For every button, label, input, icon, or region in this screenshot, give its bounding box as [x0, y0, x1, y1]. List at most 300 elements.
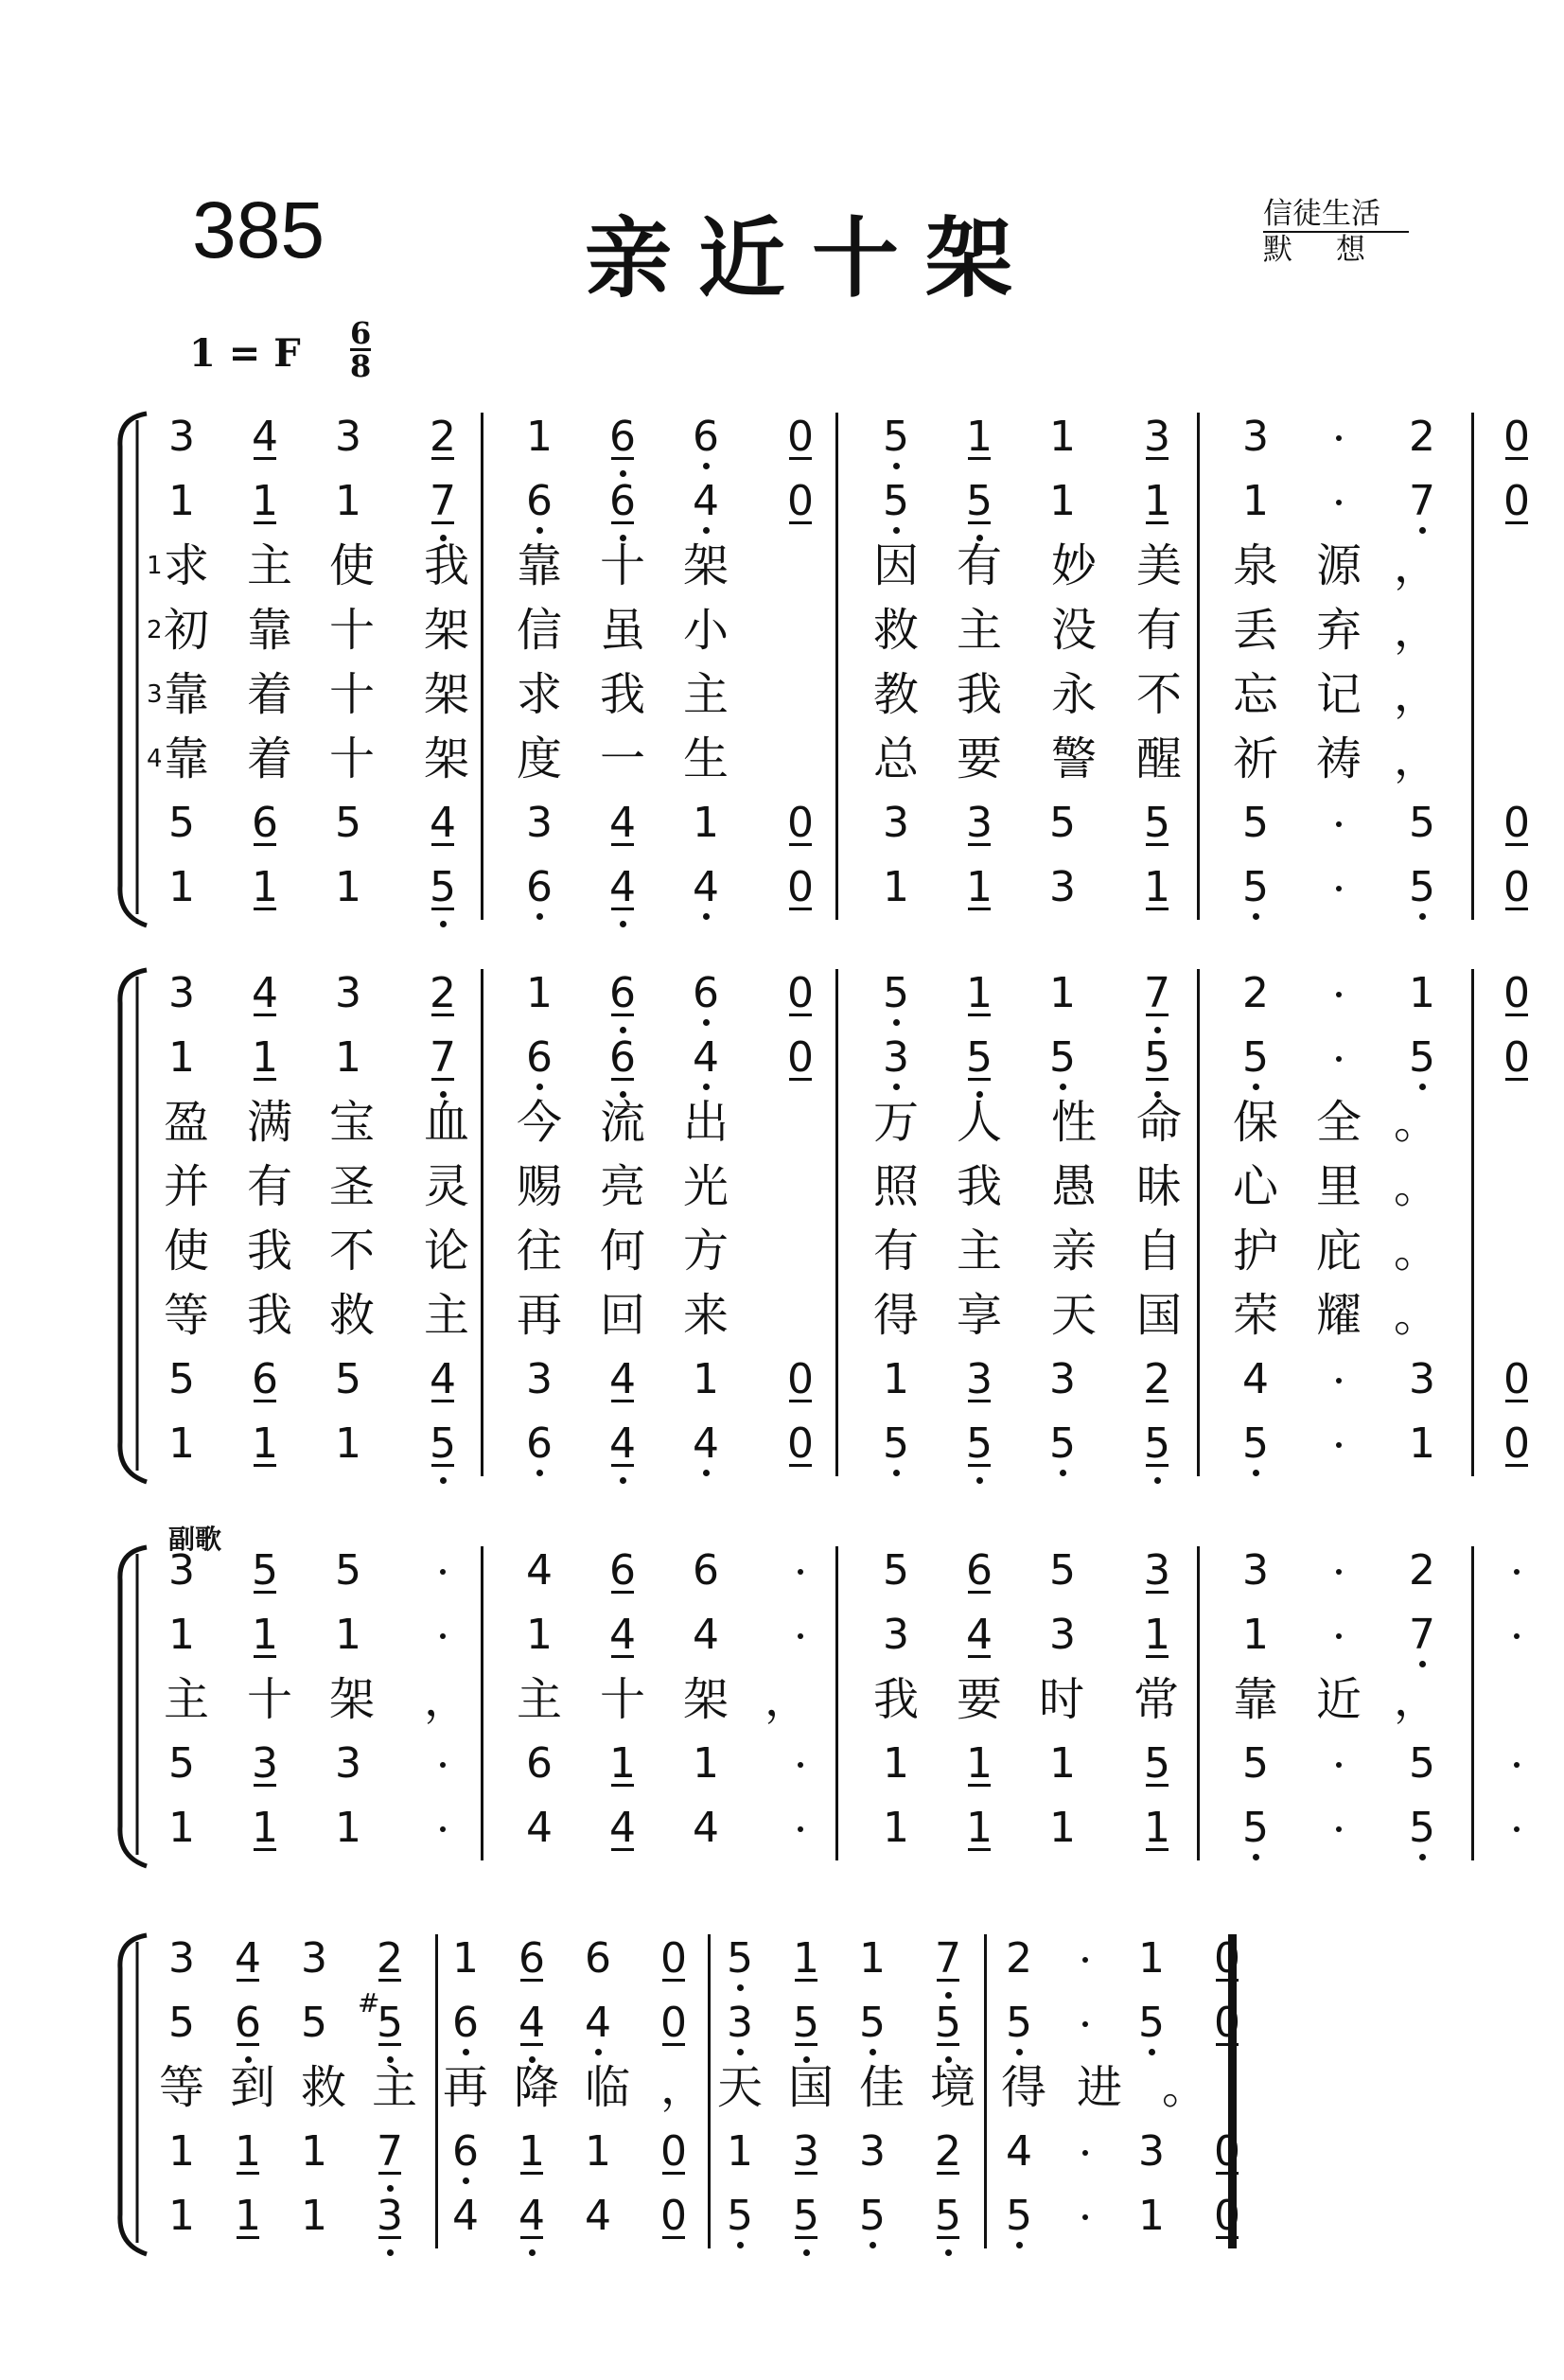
note: 2 [1144, 1355, 1170, 1403]
octave-dot [893, 1019, 900, 1026]
lyric-syllable: 耀 [1315, 1289, 1362, 1342]
note: 5 [958, 1416, 1000, 1472]
lyric-syllable: 赐 [516, 1160, 562, 1213]
lyric-syllable: 生 [682, 732, 729, 785]
note: 0 [787, 1033, 814, 1082]
octave-dot [803, 2249, 810, 2256]
octave-dot [703, 1084, 710, 1090]
lyric-line-3 [0, 1223, 1564, 1279]
eighth-underline [378, 2172, 401, 2175]
augmentation-dot [1336, 1569, 1342, 1575]
category-secondary: 默想 [1263, 233, 1409, 267]
note: 1 [235, 2127, 261, 2176]
octave-dot [1419, 913, 1426, 920]
note: 5 [168, 1999, 195, 2047]
note: 5 [1049, 799, 1076, 847]
note: 4 [511, 1995, 553, 2052]
eighth-underline [968, 1591, 991, 1594]
note: 0 [1214, 1934, 1240, 1983]
lyric-syllable: 没 [1050, 604, 1097, 657]
octave-dot [595, 2049, 602, 2055]
note: 6 [585, 1934, 611, 1983]
eighth-underline [662, 1979, 685, 1982]
octave-dot [463, 2177, 469, 2184]
note: 5 [168, 1739, 195, 1788]
lyric-syllable: 主 [163, 1673, 209, 1726]
octave-dot [737, 2242, 744, 2248]
lyric-syllable: 进 [1076, 2061, 1122, 2114]
eighth-underline [1146, 843, 1169, 846]
lyric-syllable: 光 [682, 1160, 729, 1213]
note: 1 [966, 1804, 993, 1852]
note: 4 [685, 859, 727, 916]
augmentation-dot [798, 1633, 803, 1639]
note: 1 [301, 2192, 327, 2240]
lyric-syllable: 我 [872, 1673, 919, 1726]
lyric-syllable: 虽 [599, 604, 645, 657]
lyric-syllable: ， [1393, 604, 1439, 657]
lyric-syllable: 祷 [1315, 732, 1362, 785]
lyric-syllable: 架 [328, 1673, 375, 1726]
note: 3 [335, 413, 361, 461]
eighth-underline [254, 1848, 276, 1851]
note: 5 [168, 799, 195, 847]
octave-dot [1016, 2049, 1023, 2055]
lyric-syllable: 使 [163, 1225, 209, 1278]
lyric-syllable: 靠 [516, 539, 562, 592]
note: 1 [168, 1804, 195, 1852]
lyric-syllable: 。 [1393, 1289, 1439, 1342]
augmentation-dot [1336, 1442, 1342, 1448]
note: 1 [609, 1739, 636, 1788]
note: 1 [252, 1419, 278, 1468]
barline [1197, 1546, 1200, 1860]
lyric-syllable: 信 [516, 604, 562, 657]
note: 6 [526, 1739, 553, 1788]
verse-number: 4 [147, 745, 163, 773]
verse-number: 3 [147, 680, 163, 709]
note: 3 [966, 799, 993, 847]
lyric-syllable: 亮 [599, 1160, 645, 1213]
eighth-underline [1505, 1400, 1528, 1402]
lyric-syllable: ， [764, 1673, 810, 1726]
augmentation-dot [440, 1569, 446, 1575]
octave-dot [620, 921, 626, 927]
lyric-syllable: 人 [956, 1096, 1002, 1149]
eighth-underline [431, 1464, 454, 1467]
note: 1 [168, 1611, 195, 1659]
eighth-underline [254, 1591, 276, 1594]
chorus-label: 副歌 [168, 1524, 222, 1555]
note: 4 [693, 1611, 719, 1659]
note: 0 [787, 1355, 814, 1403]
final-barline [1228, 1934, 1237, 2248]
verse-number: 2 [147, 616, 163, 644]
eighth-underline [789, 457, 812, 460]
lyric-syllable: 丢 [1232, 604, 1278, 657]
note: 1 [235, 2192, 261, 2240]
note: 0 [1214, 2127, 1240, 2176]
barline [835, 1546, 838, 1860]
augmentation-dot [440, 1826, 446, 1832]
note: 5 [422, 1416, 464, 1472]
eighth-underline [431, 1078, 454, 1081]
lyric-line-4 [0, 1287, 1564, 1344]
lyric-syllable: 荣 [1232, 1289, 1278, 1342]
note: 4 [526, 1804, 553, 1852]
note: 5 [1235, 1030, 1276, 1086]
eighth-underline [1146, 521, 1169, 524]
lyric-syllable: 靠 [1232, 1673, 1278, 1726]
lyric-syllable: 十 [328, 604, 375, 657]
augmentation-dot [1336, 500, 1342, 505]
eighth-underline [254, 521, 276, 524]
augmentation-dot [1336, 1378, 1342, 1384]
note: 6 [445, 1995, 486, 2052]
augmentation-dot [1336, 1056, 1342, 1062]
eighth-underline [1146, 1078, 1169, 1081]
note: 6 [518, 1030, 560, 1086]
lyric-syllable: ， [423, 1673, 469, 1726]
note: 5 [927, 2188, 969, 2245]
note: 0 [660, 2127, 687, 2176]
lyric-syllable: 主 [956, 1225, 1002, 1278]
eighth-underline [968, 1655, 991, 1658]
note: 2 [430, 969, 456, 1017]
note: 0 [1503, 799, 1530, 847]
lyric-line-1 [0, 538, 1564, 594]
note: 5 [1136, 1416, 1178, 1472]
lyric-syllable: 愚 [1050, 1160, 1097, 1213]
octave-dot [536, 1084, 543, 1090]
note: 0 [1503, 1355, 1530, 1403]
lyric-syllable: 何 [599, 1225, 645, 1278]
note: 4 [430, 799, 456, 847]
note: 4 [602, 1416, 643, 1472]
note: 3 [335, 1739, 361, 1788]
note: 3 [883, 1611, 909, 1659]
lyric-syllable: ， [1393, 539, 1439, 592]
barline [835, 413, 838, 920]
lyric-syllable: 警 [1050, 732, 1097, 785]
note: 7 [1401, 1607, 1443, 1664]
note: 4 [685, 1416, 727, 1472]
lyric-syllable: 求 [516, 668, 562, 721]
note: 0 [1503, 1033, 1530, 1082]
note: 1 [883, 1355, 909, 1403]
lyric-syllable: 记 [1315, 668, 1362, 721]
time-signature [350, 315, 372, 384]
note: 1 [518, 2127, 545, 2176]
eighth-underline [937, 2236, 959, 2239]
lyric-syllable: 灵 [423, 1160, 469, 1213]
note: 1 [252, 863, 278, 911]
augmentation-dot [1082, 2150, 1088, 2156]
note: 6 [445, 2124, 486, 2180]
lyric-syllable: 时 [1038, 1673, 1084, 1726]
augmentation-dot [1336, 1633, 1342, 1639]
octave-dot [440, 921, 447, 927]
note: 0 [787, 969, 814, 1017]
octave-dot [1419, 1854, 1426, 1860]
lyric-syllable: 有 [956, 539, 1002, 592]
note: 3 [883, 799, 909, 847]
note: 1 [252, 477, 278, 525]
note: 1 [793, 1934, 819, 1983]
octave-dot [1419, 1084, 1426, 1090]
soprano-line [0, 409, 1564, 466]
tenor-line [0, 1351, 1564, 1408]
note: 5 [1235, 1800, 1276, 1857]
lyric-syllable: 教 [872, 668, 919, 721]
lyric-syllable: 十 [599, 539, 645, 592]
barline [984, 1934, 987, 2248]
note: 1 [693, 1355, 719, 1403]
note: 3 [859, 2127, 886, 2176]
note: 1 [1242, 1611, 1269, 1659]
eighth-underline [789, 908, 812, 910]
eighth-underline [237, 2172, 259, 2175]
barline [481, 413, 483, 920]
note: 7 [422, 473, 464, 530]
lyric-syllable: 十 [599, 1673, 645, 1726]
octave-dot [945, 2249, 952, 2256]
lyric-syllable: 要 [956, 732, 1002, 785]
octave-dot [703, 1470, 710, 1476]
note: 0 [787, 1419, 814, 1468]
tenor-line [0, 795, 1564, 852]
lyric-syllable: 我 [246, 1225, 292, 1278]
lyric-syllable: 救 [300, 2061, 346, 2114]
eighth-underline [968, 843, 991, 846]
note: 5 [1409, 1739, 1435, 1788]
eighth-underline [937, 2172, 959, 2175]
eighth-underline [968, 521, 991, 524]
lyric-syllable: 有 [872, 1225, 919, 1278]
time-numerator: 6 [350, 315, 372, 351]
octave-dot [703, 463, 710, 469]
octave-dot [463, 2049, 469, 2055]
lyric-syllable: 架 [423, 668, 469, 721]
eighth-underline [1505, 908, 1528, 910]
eighth-underline [378, 2236, 401, 2239]
lyric-syllable: 祈 [1232, 732, 1278, 785]
lyric-syllable: 。 [1393, 1096, 1439, 1149]
lyric-syllable: 着 [246, 668, 292, 721]
note: 5 [875, 1416, 917, 1472]
eighth-underline [520, 1979, 543, 1982]
lyric-syllable: 有 [1135, 604, 1182, 657]
augmentation-dot [1336, 886, 1342, 891]
eighth-underline [1505, 1078, 1528, 1081]
note: 5 [785, 2188, 827, 2245]
lyric-syllable: 主 [682, 668, 729, 721]
eighth-underline [968, 1078, 991, 1081]
octave-dot [1419, 1661, 1426, 1667]
note: 4 [685, 1030, 727, 1086]
octave-dot [703, 527, 710, 534]
eighth-underline [968, 457, 991, 460]
lyric-syllable: 靠 [246, 604, 292, 657]
octave-dot [529, 2249, 536, 2256]
eighth-underline [611, 1464, 634, 1467]
lyric-syllable: 主 [423, 1289, 469, 1342]
augmentation-dot [1336, 992, 1342, 997]
note: 6 [252, 1355, 278, 1403]
note: 3 [1138, 2127, 1165, 2176]
note: 4 [966, 1611, 993, 1659]
lyric-syllable: 宝 [328, 1096, 375, 1149]
note: 5 [852, 1995, 893, 2052]
lyric-line-2 [0, 602, 1564, 659]
note: 5 [875, 473, 917, 530]
lyric-syllable: 求 [163, 539, 209, 592]
lyric-syllable: 一 [599, 732, 645, 785]
note: 7 [927, 1930, 969, 1987]
eighth-underline [254, 1464, 276, 1467]
eighth-underline [795, 2043, 817, 2046]
eighth-underline [237, 2043, 259, 2046]
eighth-underline [611, 1655, 634, 1658]
note: 6 [966, 1546, 993, 1595]
note: 3 [1144, 1546, 1170, 1595]
note: 4 [609, 1804, 636, 1852]
augmentation-dot [798, 1826, 803, 1832]
note: 1 [1049, 1739, 1076, 1788]
note: 0 [660, 2192, 687, 2240]
note: 3 [168, 969, 195, 1017]
note: 4 [609, 1611, 636, 1659]
eighth-underline [662, 2236, 685, 2239]
note: 4 [430, 1355, 456, 1403]
note: 5 [1131, 1995, 1172, 2052]
note: 1 [168, 1033, 195, 1082]
octave-dot [737, 2049, 744, 2055]
eighth-underline [237, 2236, 259, 2239]
lyric-syllable: 心 [1232, 1160, 1278, 1213]
lyric-line-4 [0, 731, 1564, 787]
note: 3 [301, 1934, 327, 1983]
lyric-syllable: 庇 [1315, 1225, 1362, 1278]
note: 0 [787, 799, 814, 847]
eighth-underline [611, 908, 634, 910]
note: 3 [168, 413, 195, 461]
eighth-underline [1146, 1400, 1169, 1402]
note: 7 [422, 1030, 464, 1086]
note: 1 [966, 413, 993, 461]
note: 2 [935, 2127, 961, 2176]
note: 0 [787, 477, 814, 525]
note: 5 [958, 1030, 1000, 1086]
note: 5 [301, 1999, 327, 2047]
alto-line [0, 1607, 1564, 1664]
lyric-syllable: 亲 [1050, 1225, 1097, 1278]
lyric-syllable: 源 [1315, 539, 1362, 592]
eighth-underline [1505, 1464, 1528, 1467]
eighth-underline [254, 843, 276, 846]
octave-dot [1016, 2242, 1023, 2248]
hymn-title: 亲近十架 [585, 207, 1040, 309]
lyric-syllable: 性 [1050, 1096, 1097, 1149]
lyric-syllable: 命 [1135, 1096, 1182, 1149]
eighth-underline [1146, 457, 1169, 460]
tenor-line [0, 2124, 1564, 2180]
time-denominator: 8 [350, 348, 372, 384]
octave-dot [536, 913, 543, 920]
lyric-syllable: 满 [246, 1096, 292, 1149]
lyric-syllable: ， [1393, 1673, 1439, 1726]
eighth-underline [1505, 1014, 1528, 1016]
note: 5 [998, 1995, 1040, 2052]
lyric-syllable: 我 [956, 1160, 1002, 1213]
lyric-syllable: 醒 [1135, 732, 1182, 785]
note: 1 [966, 863, 993, 911]
note: 5 [1401, 1800, 1443, 1857]
augmentation-dot [1514, 1762, 1520, 1768]
note: 1 [335, 1804, 361, 1852]
eighth-underline [431, 1400, 454, 1402]
note: 1 [335, 863, 361, 911]
note: 1 [1144, 477, 1170, 525]
lyric-syllable: 靠 [163, 732, 209, 785]
octave-dot [703, 1019, 710, 1026]
lyric-syllable: 主 [371, 2061, 417, 2114]
eighth-underline [795, 2172, 817, 2175]
barline [708, 1934, 711, 2248]
eighth-underline [254, 1400, 276, 1402]
lyric-syllable: 不 [328, 1225, 375, 1278]
lyric-syllable: 我 [423, 539, 469, 592]
eighth-underline [520, 2043, 543, 2046]
eighth-underline [968, 1464, 991, 1467]
lyric-line-2 [0, 1158, 1564, 1215]
note: 1 [335, 477, 361, 525]
note: 3 [1049, 1355, 1076, 1403]
note: 1 [1138, 1934, 1165, 1983]
bass-line [0, 2188, 1564, 2245]
eighth-underline [789, 1464, 812, 1467]
note: 6 [602, 965, 643, 1022]
octave-dot [870, 2242, 876, 2248]
lyric-syllable: 使 [328, 539, 375, 592]
note: 5 [719, 1930, 761, 1987]
eighth-underline [789, 521, 812, 524]
eighth-underline [1146, 908, 1169, 910]
octave-dot [440, 1477, 447, 1484]
lyric-syllable: 天 [1050, 1289, 1097, 1342]
note: 1 [301, 2127, 327, 2176]
note: 3 [719, 1995, 761, 2052]
eighth-underline [611, 1400, 634, 1402]
augmentation-dot [1514, 1826, 1520, 1832]
lyric-syllable: 得 [1000, 2061, 1046, 2114]
note: 0 [1503, 477, 1530, 525]
octave-dot [387, 2249, 394, 2256]
note: 0 [1503, 413, 1530, 461]
note: 3 [875, 1030, 917, 1086]
lyric-syllable: 佳 [858, 2061, 905, 2114]
eighth-underline [611, 1591, 634, 1594]
lyric-syllable: 救 [872, 604, 919, 657]
octave-dot [620, 1477, 626, 1484]
hymn-number: 385 [192, 185, 325, 274]
note: 3 [1144, 413, 1170, 461]
lyric-syllable: 。 [1393, 1160, 1439, 1213]
lyric-syllable: 血 [423, 1096, 469, 1149]
sharp-sign: # [358, 1987, 380, 2019]
note: 4 [235, 1934, 261, 1983]
eighth-underline [968, 1848, 991, 1851]
